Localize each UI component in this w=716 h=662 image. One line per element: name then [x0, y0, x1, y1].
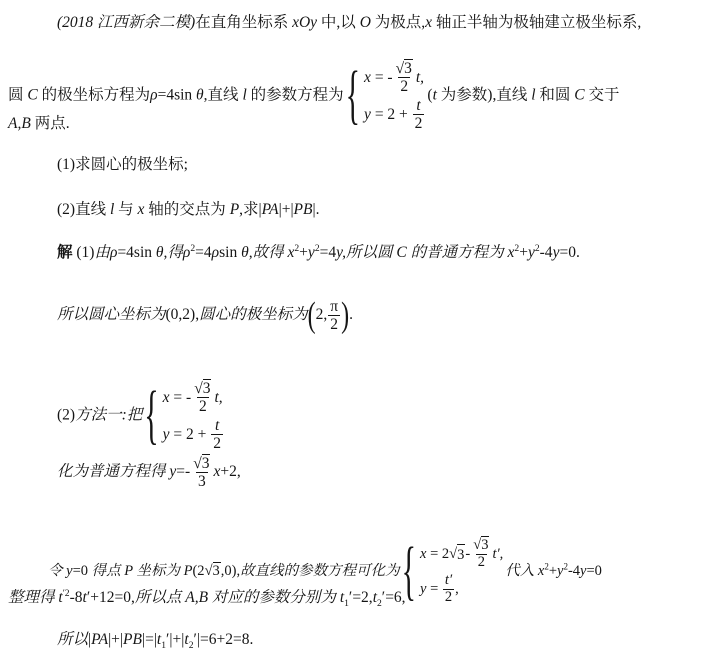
cn-text-run: 得点: [91, 563, 125, 580]
sqrt-radical-icon: √: [395, 60, 405, 77]
sqrt-radicand: 3: [457, 544, 465, 565]
math-var: PB: [123, 631, 142, 648]
math-var: ρ: [211, 244, 220, 261]
text-run: =0: [586, 563, 602, 580]
text-run: =0.: [559, 244, 580, 261]
math-var: A,B: [8, 115, 31, 132]
fraction-denominator: 2: [414, 115, 423, 133]
superscript: ′2: [62, 587, 70, 599]
cn-text-run: 由: [94, 244, 110, 261]
text-run: ,直线: [203, 86, 243, 104]
text-run: 轴正半轴为极轴建立极坐标系,: [432, 14, 642, 31]
question-1: [57, 155, 188, 175]
math-var: y: [364, 105, 371, 123]
system-equations: [364, 60, 425, 132]
text-run: =0: [72, 563, 92, 580]
math-var: x: [507, 244, 515, 261]
text-run: (0,2),: [165, 306, 200, 324]
text-run: = 2 +: [370, 105, 412, 123]
cn-text-run: ,得: [163, 244, 183, 261]
cn-text-run: 所以圆心坐标为: [57, 306, 166, 324]
text-run: =4sin: [157, 86, 197, 104]
cn-text-run: 所以: [57, 631, 89, 648]
parametric-system: [144, 380, 224, 452]
math-var: l: [242, 86, 247, 104]
sqrt-radical-icon: √: [204, 563, 213, 580]
text-run: (1)求圆心的极坐标;: [57, 156, 188, 173]
fraction-numerator: t: [416, 97, 421, 115]
math-var: PA: [91, 631, 109, 648]
math-var: PA: [261, 201, 279, 218]
cn-text-run: 令: [48, 563, 67, 580]
solution-circle-center: [57, 296, 353, 336]
system-eq-1: [163, 380, 223, 415]
source-tag: (2018 江西新余二模): [57, 14, 196, 31]
math-var: x: [137, 201, 145, 218]
text-run: 两点.: [30, 115, 70, 132]
fraction-denominator: 2: [444, 588, 453, 605]
text-run: ,求|: [239, 201, 262, 218]
solution-general-equation: [57, 455, 241, 490]
math-var: P: [229, 201, 240, 218]
fraction-numerator: π: [330, 298, 339, 315]
sqrt-radical-icon: √: [194, 380, 203, 397]
superscript: 2: [534, 242, 540, 254]
cn-text-run: 圆心的极坐标为: [199, 306, 308, 324]
text-run: 在直角坐标系: [195, 14, 293, 31]
math-var: l: [109, 201, 115, 218]
fraction: [413, 97, 425, 132]
math-var: y: [552, 244, 560, 261]
subscript: 1: [344, 598, 349, 610]
fraction-denominator: 2: [477, 553, 485, 570]
fraction-denominator: 2: [400, 78, 409, 96]
text-run: ′=2,: [348, 589, 373, 606]
cn-text-run: ,所以圆: [342, 244, 397, 261]
text-run: -4: [567, 563, 581, 580]
fraction-numerator: [191, 455, 212, 472]
math-var: t′,: [492, 546, 504, 563]
math-var: t: [432, 86, 437, 104]
cn-text-run: 整理得: [8, 589, 59, 606]
cn-text-run: 所以点: [134, 589, 186, 606]
text-run: ,: [455, 581, 459, 598]
fraction-denominator: 3: [197, 473, 206, 491]
math-var: t: [184, 631, 189, 648]
sqrt-radical-icon: √: [449, 546, 458, 563]
big-paren-close-icon: ): [341, 296, 350, 336]
fraction-numerator: [471, 538, 491, 554]
text-run: |=|: [141, 631, 157, 648]
math-var: θ: [241, 244, 249, 261]
math-var: l: [531, 86, 536, 104]
text-run: = -: [370, 68, 393, 86]
text-run: -8: [69, 589, 83, 606]
math-var: ρ: [150, 86, 158, 104]
sqrt-radicand: 3: [201, 455, 210, 472]
text-run: sin: [219, 244, 242, 261]
superscript: 2: [514, 242, 520, 254]
text-run: 为参数),直线: [436, 86, 532, 104]
math-var: P: [124, 563, 133, 580]
cn-text-run: 坐标为: [132, 563, 184, 580]
text-run: =4: [319, 244, 337, 261]
text-run: |+|: [108, 631, 124, 648]
math-var: A,B: [185, 589, 209, 606]
sqrt-radicand: 3: [481, 537, 489, 553]
system-equations: [163, 380, 224, 452]
sqrt-radical-icon: √: [473, 537, 482, 553]
cn-text-run: 故直线的参数方程可化为: [240, 563, 400, 580]
text-run: +: [519, 244, 528, 261]
cn-text-run: 对应的参数分别为: [208, 589, 340, 606]
math-var: y: [527, 244, 535, 261]
math-var: ρ: [182, 244, 191, 261]
fraction-denominator: 2: [330, 316, 339, 334]
math-var: x: [287, 244, 295, 261]
math-var: P: [183, 563, 193, 580]
fraction: [191, 455, 212, 490]
fraction: [471, 538, 491, 571]
math-var: t,: [214, 388, 223, 406]
math-var: ρ: [109, 244, 118, 261]
math-var: x: [537, 563, 545, 580]
math-var: t: [156, 631, 162, 648]
superscript: 2: [544, 561, 549, 572]
text-run: ′|=6+2=8.: [193, 631, 254, 648]
cn-text-run: 的普通方程为: [406, 244, 508, 261]
parametric-system: [346, 60, 426, 132]
text-run: ,0),: [220, 563, 241, 580]
cn-text-run: 代入: [505, 563, 538, 580]
text-run: (2)直线: [57, 201, 110, 218]
text-run: ′=6,: [381, 589, 406, 606]
math-var: y: [66, 563, 73, 580]
fraction-denominator: 2: [213, 435, 222, 453]
math-var: x: [425, 14, 433, 31]
text-run: (2): [57, 406, 76, 424]
solution-roots: [8, 588, 406, 608]
fraction-numerator: t′: [444, 571, 453, 588]
math-var: y: [307, 244, 315, 261]
cn-text-run: ,故得: [248, 244, 288, 261]
superscript: 2: [294, 242, 300, 254]
math-var: C: [27, 86, 38, 104]
text-run: -4: [539, 244, 553, 261]
text-run: 交于: [584, 86, 620, 104]
problem-line-points: [8, 114, 70, 134]
system-equations: [420, 538, 503, 606]
solution-answer: [57, 630, 253, 650]
solution-step-1: [57, 243, 580, 263]
problem-line-source: [57, 13, 641, 33]
text-run: (1): [72, 244, 95, 261]
subscript: 2: [188, 640, 194, 652]
fraction: [394, 60, 415, 95]
superscript: 2: [190, 242, 196, 254]
math-var: t: [339, 589, 345, 606]
sqrt-radicand: 3: [404, 60, 412, 77]
text-run: 和圆: [535, 86, 575, 104]
text-run: +2,: [220, 463, 241, 481]
text-run: =4: [195, 244, 212, 261]
solution-method-1: [57, 380, 226, 452]
sqrt-radicand: 3: [212, 563, 220, 580]
text-run: = 2 +: [169, 425, 211, 443]
text-run: .: [349, 306, 353, 324]
cn-text-run: 方法一:把: [75, 406, 143, 424]
math-var: t,: [415, 68, 425, 86]
fraction: [443, 573, 454, 606]
fraction-numerator: [394, 60, 415, 77]
math-var: θ: [196, 86, 204, 104]
math-var: y: [336, 244, 343, 261]
math-var: x: [364, 68, 371, 86]
math-var: y: [169, 463, 177, 481]
subscript: 1: [161, 640, 167, 652]
fraction-denominator: 2: [198, 398, 207, 416]
text-run: 圆: [8, 86, 28, 104]
text-run: 中,以: [317, 14, 360, 31]
math-var: C: [396, 244, 407, 261]
text-run: 与: [114, 201, 138, 218]
sqrt-radical-icon: √: [193, 455, 202, 472]
fraction-numerator: [192, 380, 213, 397]
big-paren-open-icon: (: [307, 296, 316, 336]
math-var: C: [574, 86, 585, 104]
text-run: +: [548, 563, 558, 580]
superscript: 2: [314, 242, 320, 254]
text-run: -: [465, 546, 471, 563]
subscript: 2: [377, 598, 382, 610]
system-eq-1: [364, 60, 424, 95]
text-run: =: [426, 581, 442, 598]
text-run: ′+12=0,: [86, 589, 135, 606]
question-2: [57, 200, 319, 220]
text-run: (: [427, 86, 433, 104]
text-run: =-: [176, 463, 191, 481]
text-run: |: [88, 631, 92, 648]
text-run: 的参数方程为: [246, 86, 344, 104]
fraction: [192, 380, 213, 415]
text-run: = 2: [426, 546, 450, 563]
left-brace-icon: {: [345, 58, 361, 132]
fraction: [211, 417, 223, 452]
math-var: y: [420, 581, 427, 598]
text-run: |.: [312, 201, 320, 218]
text-run: +: [299, 244, 308, 261]
math-var: t: [372, 589, 377, 606]
left-brace-icon: {: [144, 378, 159, 452]
superscript: 2: [563, 561, 568, 572]
system-eq-2: [420, 573, 459, 606]
math-var: y: [580, 563, 587, 580]
math-var: PB: [293, 201, 313, 218]
fraction-numerator: t: [215, 417, 220, 435]
text-run: =4sin: [117, 244, 156, 261]
math-var: t: [82, 589, 87, 606]
text-run: = -: [169, 388, 192, 406]
text-run: 为极点,: [370, 14, 426, 31]
text-run: 轴的交点为: [144, 201, 230, 218]
math-var: t: [58, 589, 63, 606]
left-brace-icon: {: [401, 534, 417, 608]
text-run: ′|+|: [166, 631, 185, 648]
cn-text-run: 化为普通方程得: [57, 463, 170, 481]
math-var: y: [557, 563, 564, 580]
system-eq-1: [420, 538, 503, 571]
math-var: θ: [155, 244, 164, 261]
fraction: [328, 298, 340, 333]
system-eq-2: [163, 417, 224, 452]
text-run: 2,: [315, 306, 328, 324]
math-var: x: [213, 463, 221, 481]
math-var: x: [420, 546, 427, 563]
math-var: x: [162, 388, 170, 406]
sqrt-radicand: 3: [202, 380, 211, 397]
text-run: |+|: [278, 201, 294, 218]
text-run: (2: [192, 563, 205, 580]
text-run: 的极坐标方程为: [37, 86, 151, 104]
math-var: O: [359, 14, 371, 31]
math-var: y: [162, 425, 170, 443]
solution-label: 解: [57, 244, 73, 261]
parametric-system: [401, 534, 504, 608]
system-eq-2: [364, 97, 425, 132]
math-var: xOy: [292, 14, 318, 31]
problem-line-equations: [8, 60, 620, 132]
